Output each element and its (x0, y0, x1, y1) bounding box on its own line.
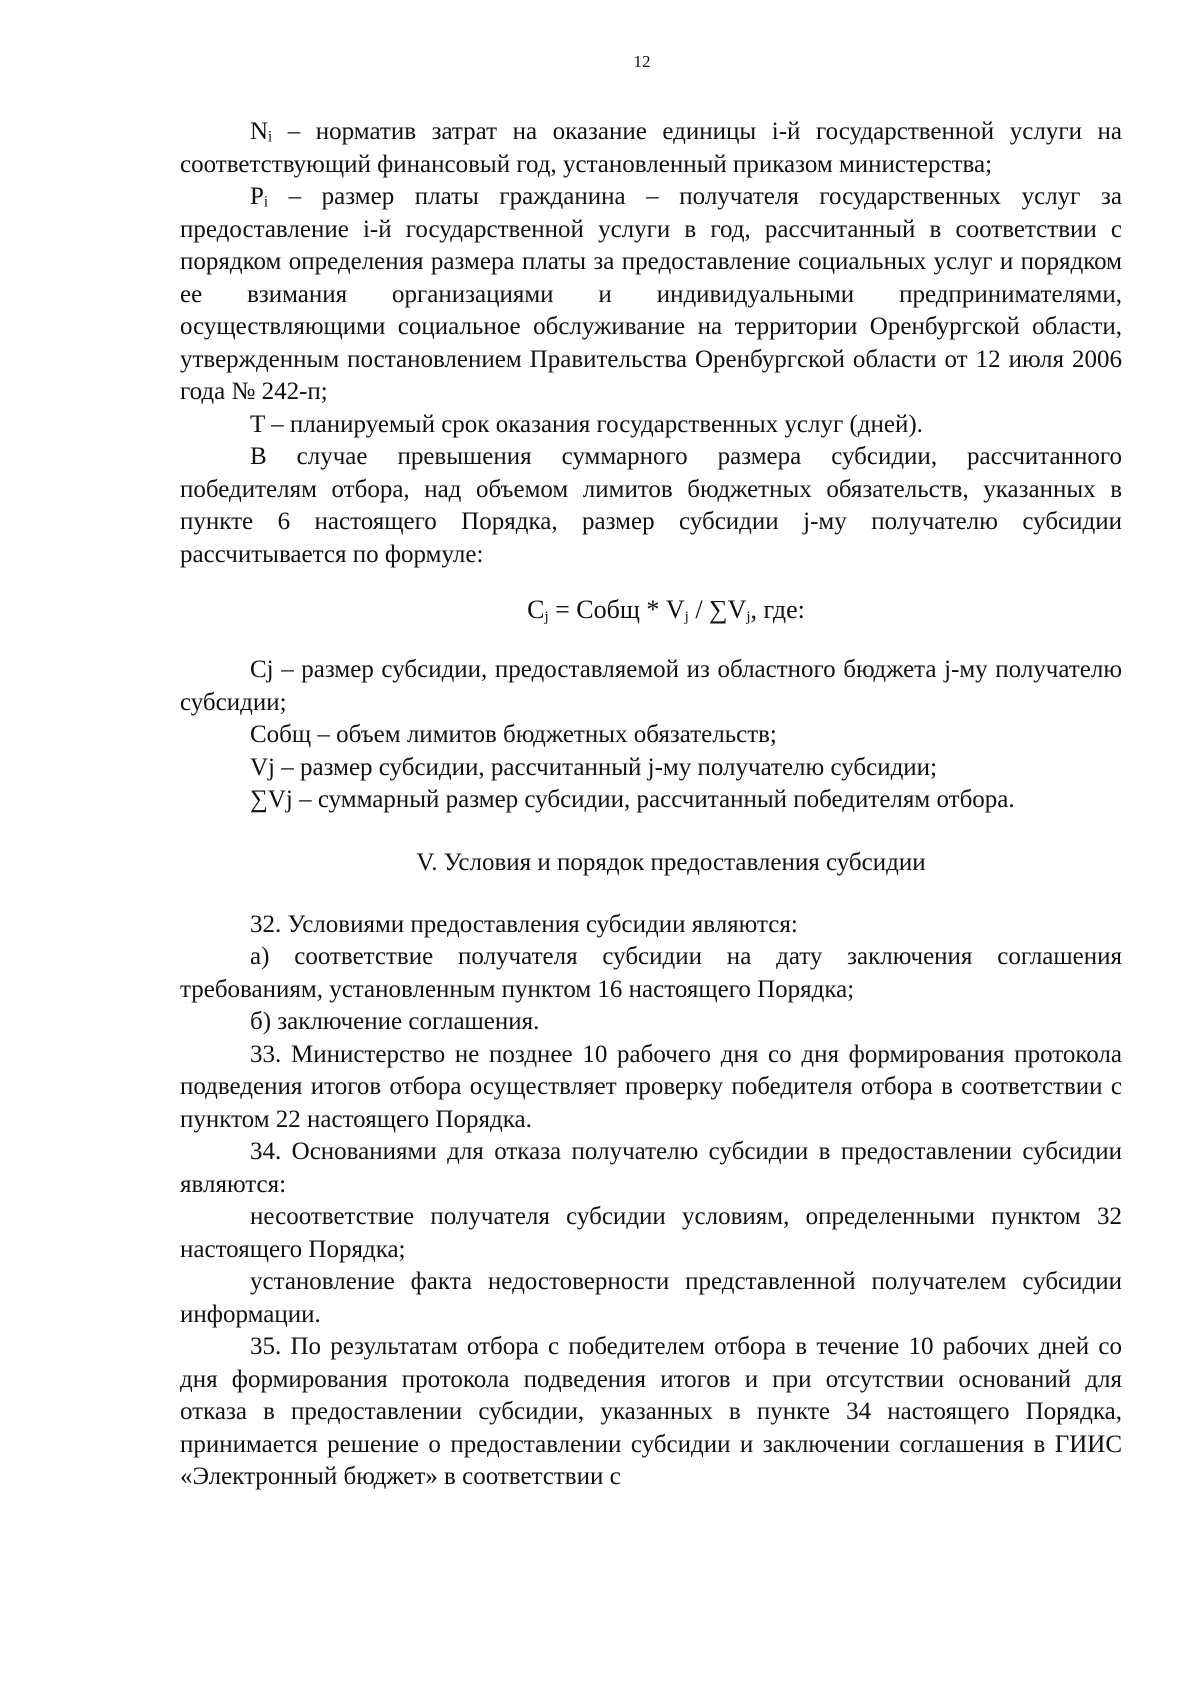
formula-lhs: C (527, 595, 545, 624)
section-heading: V. Условия и порядок предоставления субсидии (416, 848, 926, 876)
subsidy-formula (180, 593, 1122, 634)
paragraph-32-b: б) заключение соглашения. (250, 1008, 540, 1035)
formula-v-sub: j (684, 609, 689, 625)
paragraph-34-reason-1: несоответствие получателя субсидии условиям, определенными пунктом 32 настоящего Порядка; (180, 1203, 1122, 1263)
formula-tail: , где: (750, 595, 805, 624)
paragraph-vj-definition: Vj – размер субсидии, рассчитанный j-му получателю субсидии; (250, 753, 938, 781)
paragraph-pi-definition: Pᵢ – размер платы гражданина – получателя государственных услуг за предоставление i-й государственной услуги в год, рассчитанный в соответствии с порядком определения размера платы за предоставление социальных услуг и порядком ее взимания организациями и индивидуальными предпринимателями, осуществляющими социальное обслуживание на территории Оренбургской области, утвержденным постановлением Правительства Оренбургской области от 12 июля 2006 года № 242-п; (180, 183, 1122, 405)
paragraph-sobsh-definition: Собщ – объем лимитов бюджетных обязательств; (250, 721, 777, 748)
paragraph-33: 33. Министерство не позднее 10 рабочего дня со дня формирования протокола подведения итогов отбора осуществляет проверку победителя отбора в соответствии с пунктом 22 настоящего Порядка. (180, 1040, 1122, 1133)
paragraph-32-a: а) соответствие получателя субсидии на дату заключения соглашения требованиям, установленным пунктом 16 настоящего Порядка; (180, 943, 1122, 1003)
paragraph-32: 32. Условиями предоставления субсидии являются: (250, 910, 798, 938)
paragraph-excess-case: В случае превышения суммарного размера субсидии, рассчитанного победителям отбора, над объемом лимитов бюджетных обязательств, указанных в пункте 6 настоящего Порядка, размер субсидии j-му получателю субсидии рассчитывается по формуле: (180, 443, 1122, 568)
paragraph-34: 34. Основаниями для отказа получателю субсидии в предоставлении субсидии являются: (180, 1138, 1122, 1198)
paragraph-ni-definition: Nᵢ – норматив затрат на оказание единицы i-й государственной услуги на соответствующий финансовый год, установленный приказом министерства; (180, 118, 1122, 178)
paragraph-34-reason-2: установление факта недостоверности представленной получателем субсидии информации. (180, 1268, 1122, 1328)
formula-sum-sub: j (746, 609, 751, 625)
formula-div: / ∑V (688, 595, 747, 624)
paragraph-35: 35. По результатам отбора с победителем отбора в течение 10 рабочих дней со дня формирования протокола подведения итогов и при отсутствии оснований для отказа в предоставлении субсидии, указанных в пункте 34 настоящего Порядка, принимается решение о предоставлении субсидии и заключении соглашения в ГИИС «Электронный бюджет» в соответствии с (180, 1333, 1122, 1490)
paragraph-cj-definition: Cj – размер субсидии, предоставляемой из областного бюджета j-му получателю субсидии; (180, 656, 1122, 716)
paragraph-sum-vj-definition: ∑Vj – суммарный размер субсидии, рассчитанный победителям отбора. (250, 786, 1015, 813)
paragraph-t-definition: T – планируемый срок оказания государственных услуг (дней). (250, 410, 923, 438)
formula-lhs-sub: j (544, 609, 549, 625)
page-number: 12 (633, 52, 651, 71)
document-body (180, 116, 1122, 1494)
formula-eq: = Собщ * V (548, 595, 685, 624)
